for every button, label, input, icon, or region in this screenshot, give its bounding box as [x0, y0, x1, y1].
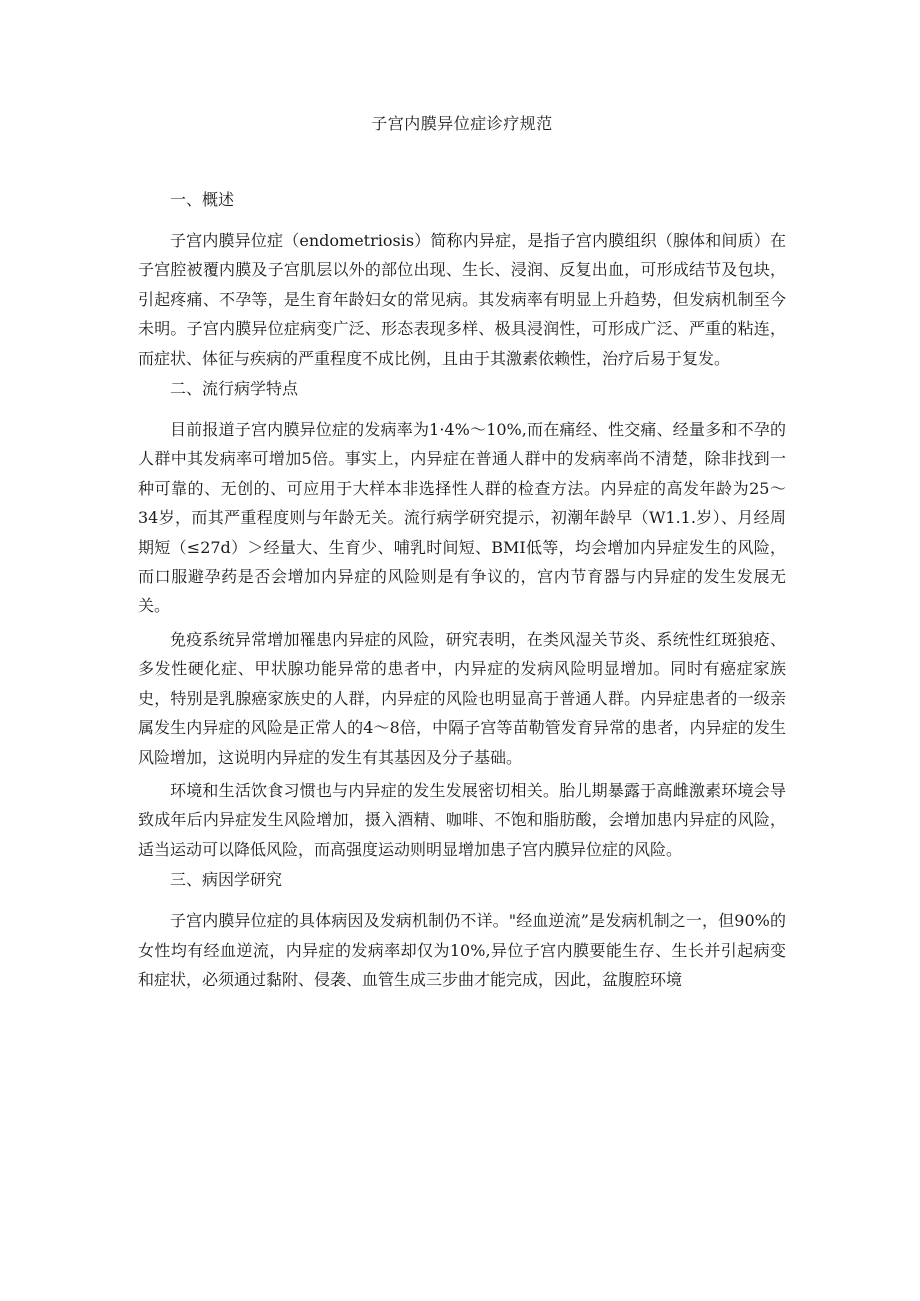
- section-heading: 三、病因学研究: [170, 870, 283, 890]
- document-page: [138, 112, 786, 998]
- paragraph: 子宫内膜异位症的具体病因及发病机制仍不详。"经血逆流”是发病机制之一，但90%的女性均有经血逆流，内异症的发病率却仅为10%,异位子宫内膜要能生存、生长并引起病变和症状，必须通过黏附、侵袭、血管生成三步曲才能完成，因此，盆腹腔环境: [138, 911, 786, 989]
- paragraph: 免疫系统异常增加罹患内异症的风险，研究表明，在类风湿关节炎、系统性红斑狼疮、多发性硬化症、甲状腺功能异常的患者中，内异症的发病风险明显增加。同时有癌症家族史，特别是乳腺癌家族史的人群，内异症的风险也明显高于普通人群。内异症患者的一级亲属发生内异症的风险是正常人的4～8倍，中隔子宫等苗勒管发育异常的患者，内异症的发生风险增加，这说明内异症的发生有其基因及分子基础。: [138, 629, 786, 767]
- section-heading: 一、概述: [170, 190, 235, 209]
- document-title: 子宫内膜异位症诊疗规范: [371, 114, 553, 133]
- section-epidemiology: [138, 377, 786, 864]
- paragraph: 目前报道子宫内膜异位症的发病率为1·4%～10%,而在痛经、性交痛、经量多和不孕的人群中其发病率可增加5倍。事实上，内异症在普通人群中的发病率尚不清楚，除非找到一种可靠的、无创的、可应用于大样本非选择性人群的检查方法。内异症的高发年龄为25～34岁，而其严重程度则与年龄无关。流行病学研究提示，初潮年龄早（W1.1.岁）、月经周期短（≤27d）＞经量大、生育少、哺乳时间短、BMI低等，均会增加内异症发生的风险，而口服避孕药是否会增加内异症的风险则是有争议的，宫内节育器与内异症的发生发展无关。: [138, 420, 786, 616]
- section-etiology: [138, 868, 786, 994]
- section-heading: 二、流行病学特点: [170, 379, 299, 399]
- section-overview: [138, 188, 786, 373]
- paragraph: 环境和生活饮食习惯也与内异症的发生发展密切相关。胎儿期暴露于高雌激素环境会导致成年后内异症发生风险增加，摄入酒精、咖啡、不饱和脂肪酸，会增加患内异症的风险，适当运动可以降低风险，而高强度运动则明显增加患子宫内膜异位症的风险。: [138, 780, 786, 859]
- paragraph: 子宫内膜异位症（endometriosis）简称内异症，是指子宫内膜组织（腺体和间质）在子宫腔被覆内膜及子宫肌层以外的部位出现、生长、浸润、反复出血，可形成结节及包块，引起疼痛、不孕等，是生育年龄妇女的常见病。其发病率有明显上升趋势，但发病机制至今未明。子宫内膜异位症病变广泛、形态表现多样、极具浸润性，可形成广泛、严重的粘连，而症状、体征与疾病的严重程度不成比例，且由于其激素依赖性，治疗后易于复发。: [138, 231, 786, 368]
